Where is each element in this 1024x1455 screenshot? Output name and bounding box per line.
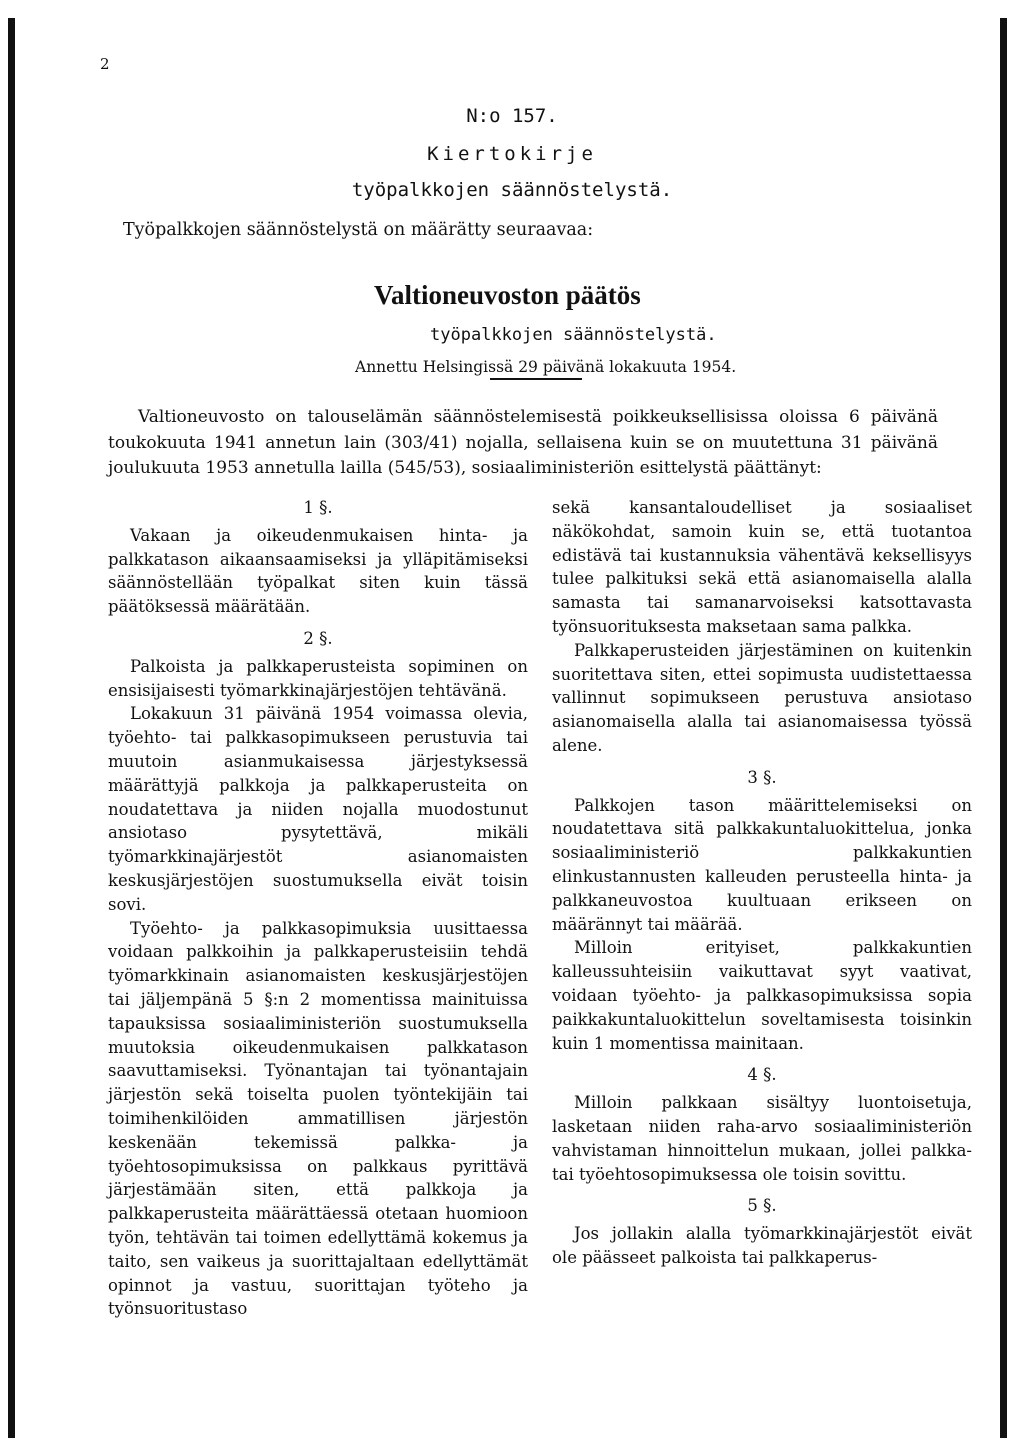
section-5-paragraph-1: Jos jollakin alalla työmarkkinajärjestöt eivät ole päässeet palkoista tai palkkaperus- bbox=[552, 1224, 972, 1267]
section-3-paragraph-1: Palkkojen tason määrittelemiseksi on noudatettava sitä palkkakuntaluokittelua, jonka sosiaaliministeriö palkkakuntien elinkustannusten kalleuden perusteella hinta- ja palkkaneuvostoa kuultuaan erikseen on määrännyt tai määrää. bbox=[552, 795, 972, 934]
section-2-paragraph-3: Työehto- ja palkkasopimuksia uusittaessa voidaan palkkoihin ja palkkaperusteisiin tehdä työmarkkinain asianomaisten keskusjärjestöjen tai jäljempänä 5 §:n 2 momentissa mainituissa tapauksissa sosiaaliministeriön suostumuksella muutoksia oikeudenmukaisen palkkatason saavuttamiseksi. Työnantajan tai työnantajain järjestön sekä toiselta puolen työntekijäin tai toimihenkilöiden ammatillisen järjestön keskenään tekemissä palkka- ja työehtosopimuksissa on palkkaus pyrittävä järjestämään siten, että palkkoja ja palkkaperusteita määrättäessä otetaan huomioon työn, tehtävän tai toimen edellyttämä kokemus ja taito, sen vaikeus ja suorittajaltaan edellyttämät opinnot ja vastuu, suorittajan työteho ja työnsuoritustaso bbox=[108, 918, 528, 1319]
section-2-paragraph-4: Palkkaperusteiden järjestäminen on kuitenkin suoritettava siten, ettei sopimusta uudistettaessa vallinnut sopimukseen perustuva ansiotaso asianomaisella alalla tai asianomaisessa työssä alene. bbox=[552, 640, 972, 755]
decision-subtitle: työpalkkojen säännöstelystä. bbox=[430, 325, 717, 345]
preamble-text: Valtioneuvosto on talouselämän säännöstelemisestä poikkeuksellisissa oloissa 6 päivänä toukokuuta 1941 annetun lain (303/41) nojalla, sellaisena kuin se on muutettuna 31 päivänä joulukuuta 1953 annetulla lailla (545/53), sosiaaliministeriön esittelystä päättänyt: bbox=[108, 407, 938, 478]
section-3-heading: 3 §. bbox=[747, 767, 777, 787]
circular-subtitle: työpalkkojen säännöstelystä. bbox=[351, 179, 673, 201]
left-border-rule bbox=[8, 18, 15, 1438]
separator-rule bbox=[490, 378, 582, 380]
intro-line: Työpalkkojen säännöstelystä on määrätty seuraavaa: bbox=[123, 220, 594, 240]
preamble bbox=[108, 405, 938, 482]
circular-number: N:o 157. bbox=[466, 105, 558, 127]
circular-title: Kiertokirje bbox=[427, 143, 597, 165]
section-4-paragraph-1: Milloin palkkaan sisältyy luontoisetuja, lasketaan niiden raha-arvo sosiaaliministeriön vahvistaman hinnoittelun mukaan, jollei palkka- tai työehtosopimuksessa ole toisin sovittu. bbox=[552, 1093, 972, 1184]
decision-title: Valtioneuvoston päätös bbox=[374, 280, 641, 310]
section-2-heading: 2 §. bbox=[303, 628, 333, 648]
left-column bbox=[108, 496, 528, 1321]
section-2-paragraph-2: Lokakuun 31 päivänä 1954 voimassa olevia, työehto- tai palkkasopimukseen perustuvia tai muutoin asianmukaisessa järjestyksessä määrättyjä palkkoja ja palkkaperusteita on noudatettava ja niiden nojalla muodostunut ansiotaso pysytettävä, mikäli työmarkkinajärjestöt asianomaisten keskusjärjestöjen suostumuksella eivät toisin sovi. bbox=[108, 704, 528, 914]
section-5-heading: 5 §. bbox=[747, 1196, 777, 1216]
right-column bbox=[552, 496, 972, 1270]
section-1-paragraph: Vakaan ja oikeudenmukaisen hinta- ja palkkatason aikaansaamiseksi ja ylläpitämiseksi säännöstellään työpalkat siten kuin tässä päätöksessä määrätään. bbox=[108, 525, 528, 617]
section-4-heading: 4 §. bbox=[747, 1065, 777, 1085]
page-number: 2 bbox=[100, 55, 110, 73]
section-1-heading: 1 §. bbox=[303, 498, 333, 517]
section-3-paragraph-2: Milloin erityiset, palkkakuntien kalleussuhteisiin vaikuttavat syyt vaativat, voidaan työehto- ja palkkasopimuksissa sopia paikkakuntaluokittelun soveltamisesta toisinkin kuin 1 momentissa mainitaan. bbox=[552, 938, 972, 1053]
section-2-paragraph-1: Palkoista ja palkkaperusteista sopiminen on ensisijaisesti työmarkkinajärjestöjen tehtävänä. bbox=[108, 656, 528, 700]
decision-date: Annettu Helsingissä 29 päivänä lokakuuta 1954. bbox=[355, 358, 737, 376]
continued-paragraph: sekä kansantaloudelliset ja sosiaaliset näkökohdat, samoin kuin se, että tuotantoa edistävä tai kustannuksia vähentävä keksellisyys tulee palkituksi sekä että asianomaisella alalla samasta tai samanarvoiseksi katsottavasta työnsuorituksesta maksetaan sama palkka. bbox=[552, 498, 972, 636]
right-border-rule bbox=[1000, 18, 1007, 1438]
